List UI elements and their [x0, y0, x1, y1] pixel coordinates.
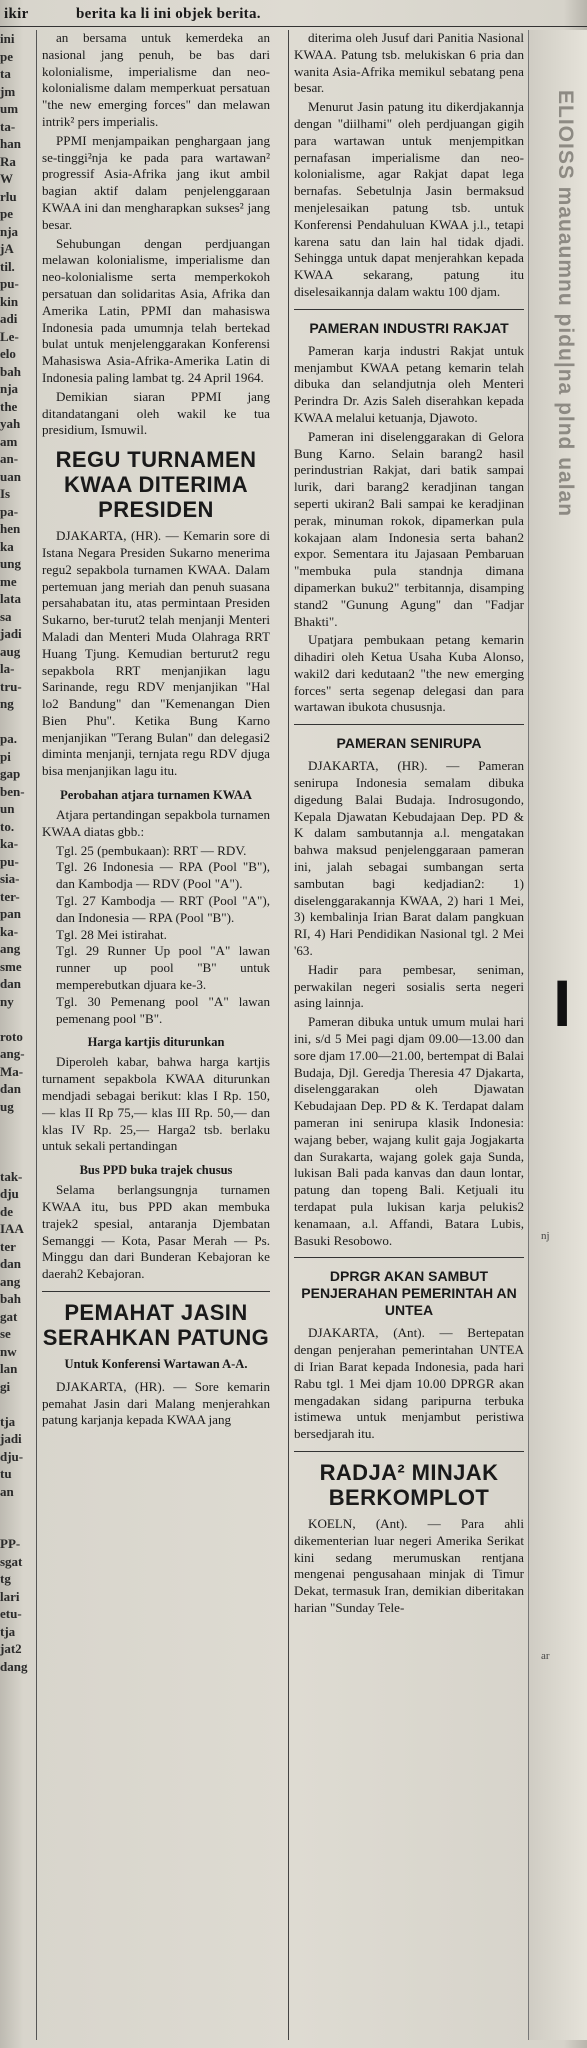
left-fragment: nja — [0, 381, 19, 396]
left-fragment: an- — [0, 451, 19, 466]
paragraph: DJAKARTA, (HR). — Pameran senirupa Indonesia semalam dibuka digedung Balai Budaja. Indrosugondo, Kepala Djawatan Kebudajaan Dep. PD & K dalam sambutannja a.l. mengatakan bahwa maksud penjelenggaraan pameran ini, jalah sebagai sumbangan serta sambutan bagi kedjadian2: 1) diselenggarakannja KWAA, 2) hari 1 Mei, 3) kembalinja Irian Barat dalam pangkuan RI, 4) Hari Pendidikan Nasional tgl. 2 Mei '63. — [294, 758, 524, 959]
left-fragment: pa- — [0, 503, 19, 519]
subhead-konferensi-wartawan: Untuk Konferensi Wartawan A-A. — [64, 1357, 248, 1371]
paragraph: Pameran dibuka untuk umum mulai hari ini, s/d 5 Mei pagi djam 09.00—13.00 dan sore djam 17.00—21.00, bertempat di Balai Budaja, Djl. Geredja Theresia 47 Djakarta, diselenggarakan oleh Djawatan Kebudajaan Dep. PD & K. Terdapat dalam pameran ini senirupa klasik Indonesia: wajang beber, wajang kulit gaja Jogjakarta dan Surakarta, wajang golek gaja Sunda, lukisan Bali pada kanvas dan daun lontar, patung dan topeng Bali. Ketjuali itu terdapat pula lukisan karja pelukis2 kenamaan, a.l. Affandi, Batara Lubis, Basuki Resobowo. — [294, 1014, 524, 1248]
schedule-item: Tgl. 29 Runner Up pool "A" lawan runner up pool "B" untuk memperebutkan djuara ke-3. — [56, 943, 270, 993]
headline-pameran-senirupa: PAMERAN SENIRUPA — [336, 735, 482, 752]
left-fragment: sia- — [0, 871, 20, 886]
left-fragment: ter — [0, 1238, 16, 1254]
left-fragment: tg — [0, 1571, 11, 1586]
left-fragment: jA — [0, 241, 14, 256]
left-fragment: kin — [0, 293, 19, 309]
left-fragment: ta — [0, 66, 11, 81]
paragraph: Upatjara pembukaan petang kemarin dihadiri oleh Ketua Usaha Kuba Alonso, wakil2 dari kedutaan2 "the new emerging forces" serta segenap delegasi dan para wartawan ibukota chususnja. — [294, 632, 524, 715]
section-divider — [294, 1257, 524, 1258]
left-fragment: sme — [0, 958, 22, 974]
dprgr-text: DJAKARTA, (Ant). — Bertepatan dengan penjerahan pemerintahan UNTEA di Irian Barat kepada Indonesia, pada hari Rabu tgl. 1 Mei djam 10.00 DPRGR akan mengadakan sidang paripurna terbuka istimewa untuk menjambut peristiwa bersedjarah itu. — [294, 1325, 524, 1442]
left-fragment: nw — [0, 1343, 17, 1359]
left-fragment: um — [0, 101, 19, 116]
left-fragment: ka — [0, 538, 14, 554]
section-divider — [294, 309, 524, 310]
section-divider — [294, 724, 524, 725]
subhead-bus-ppd: Bus PPD buka trajek chusus — [79, 1163, 233, 1178]
pemahat-jasin-text: DJAKARTA, (HR). — Sore kemarin pemahat Jasin dari Malang menjerahkan patung karjanja kepada KWAA jang — [42, 1378, 270, 1428]
section-divider — [294, 1451, 524, 1452]
mirrored-bleed-through-text: ELIOISS mauaumnu pidu|na plnd ualan — [554, 90, 577, 518]
left-fragment — [0, 1500, 36, 1518]
top-running-line — [0, 6, 587, 27]
left-fragment: uan — [0, 468, 21, 484]
left-fragment: ben- — [0, 783, 25, 799]
paragraph: diterima oleh Jusuf dari Panitia Nasional KWAA. Patung tsb. melukiskan 6 pria dan wanita Asia-Afrika memikul sebatang pena besar. — [294, 30, 524, 96]
left-fragment: ka- — [0, 836, 19, 851]
paragraph: Sehubungan dengan perdjuangan melawan kolonialisme, imperialisme dan neo-kolonialisme serta memperkokoh persatuan dan solidaritas Asia, Afrika dan Amerika Latin, PPMI dan mahasiswa Indonesia pada umumnja telah bertekad bulat untuk menjelenggarakan Konferensi Mahasiswa Asia-Afrika-Amerika Latin di Indonesia paling lambat tg. 24 April 1964. — [42, 235, 270, 385]
left-fragment: jm — [0, 83, 16, 99]
subhead-perobahan-atjara: Perobahan atjara turnamen KWAA — [60, 788, 252, 803]
left-fragment: sa — [0, 608, 12, 624]
left-column-cutoff-strip — [0, 30, 37, 2040]
left-fragment: Is — [0, 486, 11, 501]
left-fragment: pu- — [0, 853, 19, 869]
column-one — [42, 30, 270, 2045]
headline-regu-turnamen: REGU TURNAMEN KWAA DITERIMA PRESIDEN — [55, 447, 257, 523]
left-fragment: etu- — [0, 1606, 22, 1621]
left-fragment: am — [0, 433, 18, 449]
left-fragment: lata — [0, 591, 21, 606]
left-fragment: ini — [0, 31, 15, 46]
left-fragment: tu — [0, 1466, 12, 1481]
left-fragment: adi — [0, 311, 18, 326]
left-fragment: ang- — [0, 1046, 25, 1061]
article-pameran-senirupa — [294, 758, 524, 1249]
left-fragment: nja — [0, 223, 19, 239]
left-fragment — [0, 1133, 36, 1151]
left-fragment: lan — [0, 1361, 18, 1376]
left-fragment: pa. — [0, 731, 17, 746]
cutoff-fragment: nj — [541, 1230, 550, 1242]
left-fragment: dan — [0, 1256, 21, 1271]
paragraph: Menurut Jasin patung itu dikerdjakannja dengan "diilhami" oleh perdjuangan gigih para wartawan untuk menjempitkan pernafasan imperialisme dan neo-kolonialisme, agar Rakjat dapat lega bernafas. Sebetulnja Jasin bermaksud menjelesaikan patung tsb. untuk Konferensi Pendahuluan KWAA j.l., tetapi karena satu dan lain hal tidak djadi. Sehingga untuk dapat menjerahkan kepada KWAA sekarang, patung itu diselesaikannja dalam waktu 100 djam. — [294, 99, 524, 299]
left-fragment: han — [0, 136, 21, 151]
left-fragment: IAA — [0, 1221, 24, 1236]
headline-radja-minjak: RADJA² MINJAK BERKOMPLOT — [319, 1459, 499, 1510]
left-fragment: Ma- — [0, 1063, 24, 1079]
atjara-intro: Atjara pertandingan sepakbola turnamen KWAA diatas gbb.: — [42, 807, 270, 839]
left-fragment: yah — [0, 416, 21, 431]
left-fragment: la- — [0, 661, 15, 676]
right-page-edge-strip — [528, 30, 587, 2040]
top-fragment-main: berita ka li ini objek berita. — [76, 6, 261, 22]
left-fragment: aug — [0, 643, 21, 659]
left-fragment: ug — [0, 1098, 14, 1114]
left-fragment: lari — [0, 1588, 20, 1604]
schedule-item: Tgl. 26 Indonesia — RPA (Pool "B"), dan Kambodja — RDV (Pool "A"). — [56, 859, 270, 892]
left-fragment: bah — [0, 1291, 21, 1306]
left-fragment — [0, 1010, 36, 1028]
section-divider — [42, 1291, 270, 1292]
left-fragment: dang — [0, 1658, 28, 1674]
left-fragment: ung — [0, 556, 21, 571]
left-fragment: W — [0, 171, 13, 186]
column-two-intro — [294, 30, 524, 301]
left-fragment: gat — [0, 1308, 18, 1324]
left-fragment: ta- — [0, 118, 16, 134]
left-fragment: un — [0, 801, 15, 816]
schedule-item: Tgl. 28 Mei istirahat. — [56, 926, 167, 942]
cutoff-headline-letter: I — [553, 966, 572, 1040]
paragraph: Pameran karja industri Rakjat untuk menjambut KWAA petang kemarin telah dibuka dan selandjutnja oleh Menteri Perindra Dr. Azis Saleh diserahkan kepada KWAA melalui ketuanja, Djawoto. — [294, 342, 524, 425]
left-fragment: to. — [0, 818, 15, 834]
left-fragment: pi — [0, 748, 11, 764]
schedule-item: Tgl. 27 Kambodja — RRT (Pool "A"), dan Indonesia — RPA (Pool "B"). — [56, 893, 270, 925]
left-fragment: me — [0, 573, 17, 589]
paragraph: PPMI menjampaikan penghargaan jang se-tinggi²nja ke pada para wartawan² progressif Asia-Afrika jang ikut ambil bagian aktif dalam penjelenggaraan KWAA ini dan mengharapkan sukses² jang besar. — [42, 132, 270, 232]
left-fragment: pu- — [0, 276, 19, 291]
left-fragment: an — [0, 1483, 14, 1499]
column-one-intro — [42, 30, 270, 439]
article-pameran-industri — [294, 343, 524, 717]
left-fragment: ang — [0, 941, 21, 956]
left-fragment: jadi — [0, 1431, 22, 1446]
left-fragment: hen — [0, 521, 21, 536]
schedule-list — [42, 843, 270, 1028]
left-fragment: sgat — [0, 1553, 23, 1569]
left-fragment: ka- — [0, 923, 19, 939]
paragraph: Demikian siaran PPMI jang ditandatangani oleh wakil ke tua presidium, Ismuwil. — [42, 388, 270, 438]
left-fragment: elo — [0, 346, 16, 361]
left-fragment: tja — [0, 1413, 16, 1429]
left-fragment: pe — [0, 206, 13, 221]
bus-ppd-text: Selama berlangsungnja turnamen KWAA itu, bus PPD akan membuka trajek2 spesial, antaranja Djembatan Semanggi — Kota, Pasar Merah — Ps. Minggu dan dari Bunderan Kebajoran ke daerah2 Kebajoran. — [42, 1182, 270, 1282]
top-fragment-left: ikir — [4, 6, 29, 22]
left-fragment — [0, 1115, 36, 1133]
left-fragment — [0, 1395, 36, 1413]
left-fragment: pe — [0, 48, 13, 64]
left-fragment: roto — [0, 1028, 23, 1044]
left-fragment: jadi — [0, 626, 22, 641]
left-fragment: tja — [0, 1623, 16, 1639]
paragraph: DJAKARTA, (HR). — Kemarin sore di Istana Negara Presiden Sukarno menerima regu2 sepakbola turnamen KWAA. Dalam pertemuan jang meriah dan penuh suasana persahabatan itu, atas permintaan Presiden Sukarno, ber-turut2 telah menjanji Menteri Maladi dan Menteri Muda Olahraga RRT Huang Tjung. Kemudian berturut2 regu sepakbola RRT menjanjikan lagu Sarinande, regu RDV menjanjikan "Hal lo2 Bandung" dan "Kemenangan Dien Bien Phu". Ketika Bung Karno menjanjikan "Terang Bulan" dan delegasi2 diminta menjanji, ternjata regu RDV djuga bisa menjanjikan lagu itu. — [42, 528, 270, 779]
headline-pemahat-jasin: PEMAHAT JASIN SERAHKAN PATUNG — [42, 1300, 270, 1350]
left-fragment: ter- — [0, 888, 20, 904]
left-fragment: gi — [0, 1378, 11, 1394]
left-fragment: ny — [0, 993, 14, 1009]
left-fragment: dan — [0, 1081, 21, 1096]
schedule-item: Tgl. 30 Pemenang pool "A" lawan pemenang pool "B". — [56, 993, 270, 1026]
left-fragment: Le- — [0, 328, 19, 344]
left-fragment: gap — [0, 766, 21, 781]
paragraph: Hadir para pembesar, seniman, perwakilan negeri sosialis serta negeri asing lainnja. — [294, 961, 524, 1011]
harga-kartjis-text: Diperoleh kabar, bahwa harga kartjis turnament sepakbola KWAA diturunkan mendjadi sebagai berikut: klas I Rp. 150,— klas II Rp 75,— klas III Rp. 50,— dan klas IV Rp. 25,— Harga2 tsb. berlaku untuk sekali pertandingan — [42, 1054, 270, 1154]
left-fragment: ng — [0, 696, 14, 711]
column-two — [294, 30, 524, 2045]
schedule-item: Tgl. 25 (pembukaan): RRT — RDV. — [56, 842, 247, 858]
radja-minjak-text: KOELN, (Ant). — Para ahli dikementerian luar negeri Amerika Serikat kini sedang merumuskan rentjana mengenai pengusahaan minjak di Timur Dekat, termasuk Iran, demikian diberitakan harian "Sunday Tele- — [294, 1515, 524, 1615]
left-fragment: PP- — [0, 1536, 21, 1551]
left-fragment — [0, 1518, 36, 1536]
left-fragment — [0, 1150, 36, 1168]
left-fragment: se — [0, 1326, 11, 1341]
left-fragment: tru- — [0, 678, 22, 694]
left-fragment: Ra — [0, 153, 16, 169]
left-fragment: the — [0, 398, 18, 414]
left-fragment: rlu — [0, 188, 17, 204]
left-fragment — [0, 713, 36, 731]
column-rule — [288, 30, 289, 2040]
left-fragment: jat2 — [0, 1641, 22, 1656]
paragraph: an bersama untuk kemerdeka an nasional jang penuh, be bas dari kolonialisme, imperialisme dan neo-kolonialisme dalam memperkuat persatuan "the new emerging forces" dan melawan intrik² pers imperialis. — [42, 30, 270, 129]
left-fragment: bah — [0, 363, 21, 379]
cutoff-fragment: ar — [541, 1650, 550, 1662]
subhead-harga-kartjis: Harga kartjis diturunkan — [87, 1035, 225, 1050]
left-fragment: dju- — [0, 1448, 24, 1464]
left-fragment: pan — [0, 906, 21, 921]
left-fragment: ang — [0, 1273, 21, 1289]
left-fragment: dan — [0, 976, 21, 991]
left-fragment: til. — [0, 258, 15, 274]
article-regu-turnamen — [42, 528, 270, 780]
paragraph: Pameran ini diselenggarakan di Gelora Bung Karno. Selain barang2 hasil perindustrian Rakjat, dari batik sampai lurik, dari barang2 keradjinan tangan seperti ukiran2 Bali sampai ke keradjinan perak, minuman rokok, dipamerkan pula kokajaan alam Indonesia serta bahan2 expor. Sementara itu Jajasaan Pembaruan "membuka pula standnja dimana dipamerkan buku2" terbitannja, disamping stand2 "Gunung Agung" dan "Fadjar Bhakti". — [294, 428, 524, 629]
headline-dprgr: DPRGR AKAN SAMBUT PENJERAHAN PEMERINTAH AN UNTEA — [301, 1268, 517, 1319]
headline-pameran-industri: PAMERAN INDUSTRI RAKJAT — [309, 319, 509, 336]
left-fragment: tak- — [0, 1168, 23, 1184]
left-fragment: de — [0, 1203, 13, 1219]
left-fragment: dju — [0, 1186, 19, 1201]
